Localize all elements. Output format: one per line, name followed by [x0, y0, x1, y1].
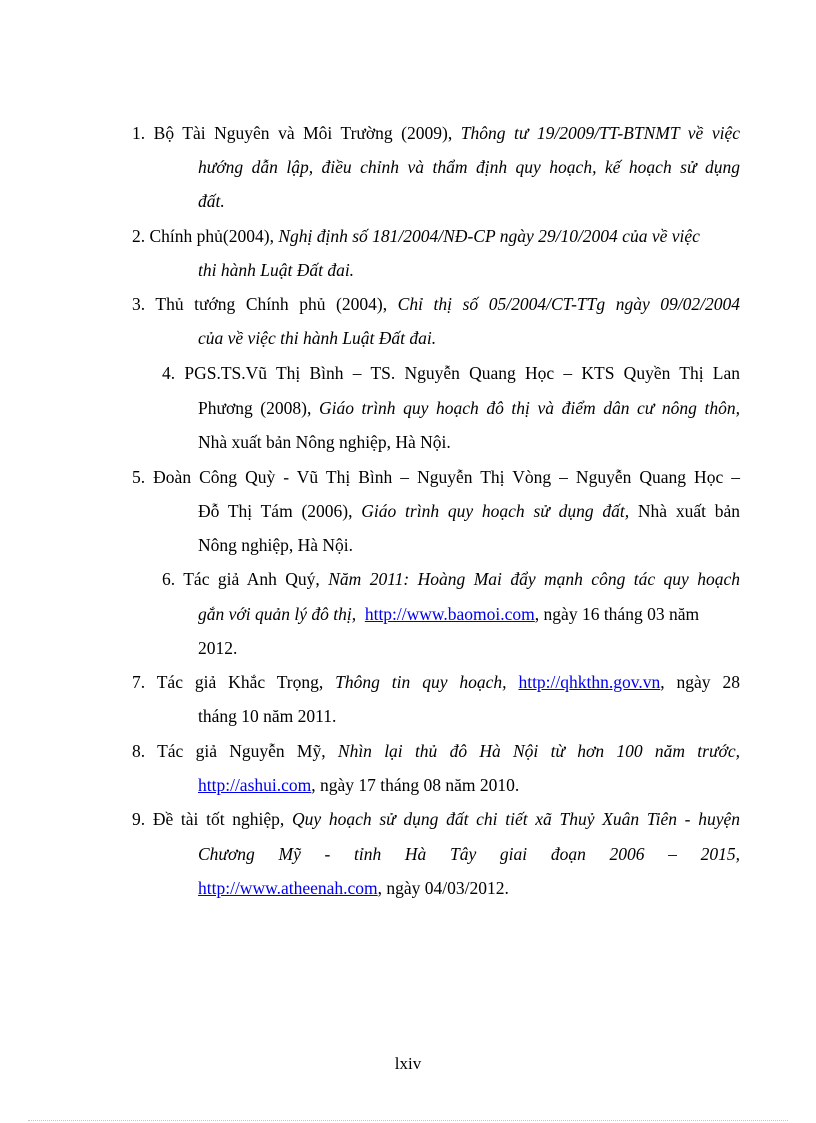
reference-line [132, 122, 740, 144]
reference-title-continued: hướng dẫn lập, điều chỉnh và thẩm định quy hoạch, kế hoạch sử dụng [198, 157, 740, 177]
reference-authors: Đoàn Công Quỳ - Vũ Thị Bình – Nguyễn Thị Vòng – Nguyễn Quang Học – [153, 467, 740, 487]
reference-line [132, 671, 740, 693]
reference-title-continued: đất. [198, 191, 225, 211]
reference-title: Nghị định số 181/2004/NĐ-CP ngày 29/10/2004 của về việc [278, 226, 700, 246]
reference-title: Nhìn lại thủ đô Hà Nội từ hơn 100 năm trước, [337, 741, 740, 761]
reference-authors-continued: Đỗ Thị Tám (2006), [198, 501, 353, 521]
page-bottom-divider [28, 1120, 788, 1121]
reference-title-continued: của về việc thi hành Luật Đất đai. [198, 328, 437, 348]
reference-url-link[interactable]: http://www.atheenah.com [198, 878, 378, 898]
reference-authors: Đề tài tốt nghiệp, [152, 809, 285, 829]
reference-line [198, 500, 740, 522]
reference-title-continued: Chương Mỹ - tỉnh Hà Tây giai đoạn 2006 – 2015, [198, 844, 740, 864]
reference-number: 3. [132, 294, 146, 314]
reference-line [198, 603, 699, 625]
reference-authors-continued: Phương (2008), [198, 398, 312, 418]
reference-title: Quy hoạch sử dụng đất chi tiết xã Thuỷ Xuân Tiên - huyện [292, 809, 740, 829]
reference-title: Giáo trình quy hoạch sử dụng đất, [361, 501, 630, 521]
page-number: lxiv [394, 1054, 422, 1073]
reference-url-link[interactable]: http://ashui.com [198, 775, 312, 795]
reference-number: 8. [132, 741, 146, 761]
reference-title-continued: gắn với quản lý đô thị, [198, 604, 357, 624]
reference-date: , ngày 17 tháng 08 năm 2010. [311, 775, 520, 795]
reference-date: , ngày 16 tháng 03 năm [534, 604, 700, 624]
reference-authors: Tác giả Nguyễn Mỹ, [157, 741, 326, 761]
reference-title: Thông tư 19/2009/TT-BTNMT về việc [460, 123, 740, 143]
reference-authors: Tác giả Anh Quý, [183, 569, 320, 589]
reference-title: Chỉ thị số 05/2004/CT-TTg ngày 09/02/2004 [397, 294, 741, 314]
reference-authors: Tác giả Khắc Trọng, [156, 672, 324, 692]
reference-line [198, 774, 519, 796]
reference-line [162, 362, 740, 384]
reference-title-continued: thi hành Luật Đất đai. [198, 260, 355, 280]
reference-title: Giáo trình quy hoạch đô thị và điểm dân cư nông thôn, [318, 398, 740, 418]
reference-line [132, 740, 740, 762]
reference-publisher: Nhà xuất bản [637, 501, 740, 521]
reference-date: , ngày 04/03/2012. [377, 878, 509, 898]
reference-number: 4. [162, 363, 176, 383]
reference-line [132, 293, 740, 315]
reference-line [132, 466, 740, 488]
reference-number: 7. [132, 672, 146, 692]
reference-line [132, 808, 740, 830]
reference-authors: Thủ tướng Chính phủ (2004), [155, 294, 388, 314]
reference-number: 9. [132, 809, 146, 829]
reference-number: 1. [132, 123, 146, 143]
reference-line [162, 568, 740, 590]
reference-authors: Chính phủ(2004), [149, 226, 274, 246]
reference-line [198, 397, 740, 419]
reference-line [198, 877, 509, 899]
reference-line [132, 225, 700, 247]
reference-number: 2. [132, 226, 146, 246]
reference-date-continued: 2012. [198, 638, 238, 658]
reference-number: 6. [162, 569, 176, 589]
reference-title: Năm 2011: Hoàng Mai đẩy mạnh công tác quy hoạch [328, 569, 740, 589]
reference-title: Thông tin quy hoạch, [335, 672, 507, 692]
reference-publisher-continued: Nông nghiệp, Hà Nội. [198, 535, 354, 555]
reference-authors: Bộ Tài Nguyên và Môi Trường (2009), [153, 123, 453, 143]
reference-date-continued: tháng 10 năm 2011. [198, 706, 337, 726]
reference-authors: PGS.TS.Vũ Thị Bình – TS. Nguyễn Quang Học – KTS Quyền Thị Lan [184, 363, 741, 383]
reference-date: , ngày 28 [660, 672, 740, 692]
reference-number: 5. [132, 467, 146, 487]
reference-url-link[interactable]: http://www.baomoi.com [364, 604, 535, 624]
reference-url-link[interactable]: http://qhkthn.gov.vn [518, 672, 661, 692]
reference-publisher: Nhà xuất bản Nông nghiệp, Hà Nội. [198, 432, 451, 452]
